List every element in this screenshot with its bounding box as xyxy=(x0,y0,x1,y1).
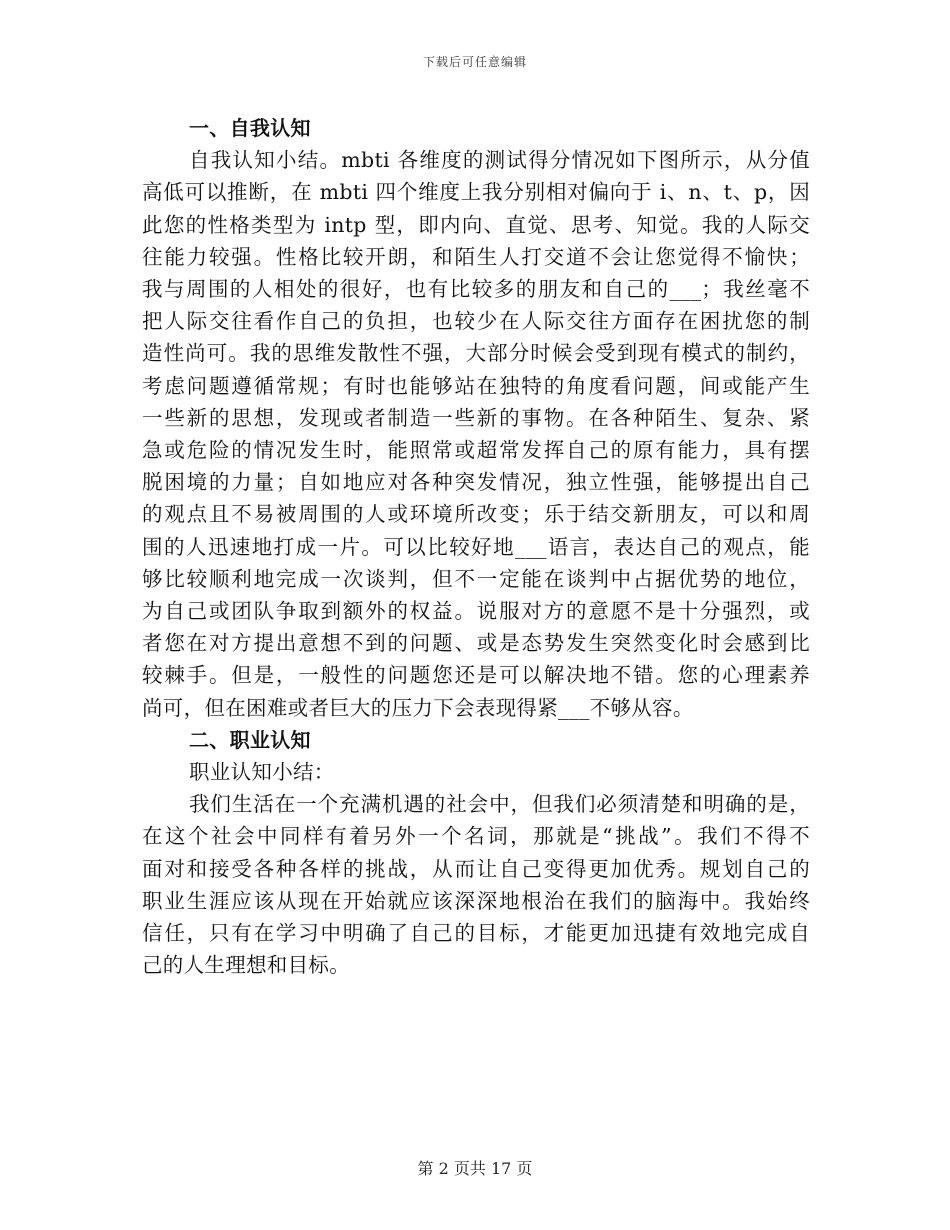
document-body xyxy=(142,112,810,981)
text-line: 我与周围的人相处的很好，也有比较多的朋友和自己的___；我丝毫不 xyxy=(142,277,810,302)
text-line: 往能力较强。性格比较开朗，和陌生人打交道不会让您觉得不愉快； xyxy=(142,244,810,269)
self-awareness-paragraph xyxy=(142,144,810,724)
text-line: 在这个社会中同样有着另外一个名词，那就是“挑战”。我们不得不 xyxy=(142,824,810,849)
text-line: 造性尚可。我的思维发散性不强，大部分时候会受到现有模式的制约， xyxy=(142,341,810,366)
career-awareness-paragraph xyxy=(142,788,810,981)
text-line: 一些新的思想，发现或者制造一些新的事物。在各种陌生、复杂、紧 xyxy=(142,405,810,430)
text-line: 考虑问题遵循常规；有时也能够站在独特的角度看问题，间或能产生 xyxy=(142,373,810,398)
text-line: 者您在对方提出意想不到的问题、或是态势发生突然变化时会感到比 xyxy=(142,631,810,656)
career-summary-label: 职业认知小结： xyxy=(189,760,335,785)
page-footer: 第 2 页共 17 页 xyxy=(417,1159,533,1178)
text-line: 的观点且不易被周围的人或环境所改变；乐于结交新朋友，可以和周 xyxy=(142,502,810,527)
section-heading-career-awareness: 二、职业认知 xyxy=(189,727,311,752)
text-line: 面对和接受各种各样的挑战，从而让自己变得更加优秀。规划自己的 xyxy=(142,856,810,881)
text-line: 信任，只有在学习中明确了自己的目标，才能更加迅捷有效地完成自 xyxy=(142,921,810,946)
text-line: 高低可以推断，在 mbti 四个维度上我分别相对偏向于 i、n、t、p，因 xyxy=(142,180,810,205)
text-line: 职业生涯应该从现在开始就应该深深地根治在我们的脑海中。我始终 xyxy=(142,888,810,913)
text-line: 较棘手。但是，一般性的问题您还是可以解决地不错。您的心理素养 xyxy=(142,663,810,688)
text-line: 脱困境的力量；自如地应对各种突发情况，独立性强，能够提出自己 xyxy=(142,470,810,495)
text-line: 为自己或团队争取到额外的权益。说服对方的意愿不是十分强烈，或 xyxy=(142,599,810,624)
text-line: 此您的性格类型为 intp 型，即内向、直觉、思考、知觉。我的人际交 xyxy=(142,212,810,237)
text-line: 自我认知小结。mbti 各维度的测试得分情况如下图所示，从分值 xyxy=(189,148,810,173)
text-line: 急或危险的情况发生时，能照常或超常发挥自己的原有能力，具有摆 xyxy=(142,438,810,463)
text-line: 己的人生理想和目标。 xyxy=(142,953,350,978)
section-heading-self-awareness: 一、自我认知 xyxy=(189,116,311,140)
text-line: 尚可，但在困难或者巨大的压力下会表现得紧___不够从容。 xyxy=(142,695,694,720)
text-line: 围的人迅速地打成一片。可以比较好地___语言，表达自己的观点，能 xyxy=(142,534,810,559)
text-line: 把人际交往看作自己的负担，也较少在人际交往方面存在困扰您的制 xyxy=(142,309,810,334)
page-header: 下载后可任意编辑 xyxy=(422,55,527,69)
text-line: 我们生活在一个充满机遇的社会中，但我们必须清楚和明确的是， xyxy=(189,792,810,817)
text-line: 够比较顺利地完成一次谈判，但不一定能在谈判中占据优势的地位， xyxy=(142,566,810,591)
